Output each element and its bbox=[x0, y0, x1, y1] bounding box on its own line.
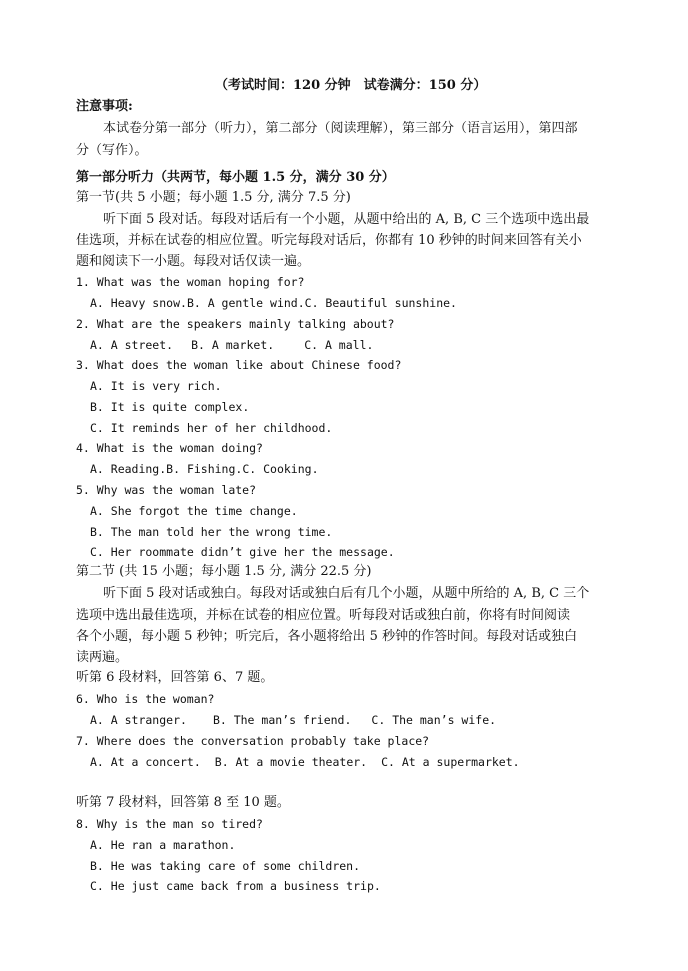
section1-instructions-line1: 听下面 5 段对话。每段对话后有一个小题，从题中给出的 A, B, C 三个选项中选出最 bbox=[103, 212, 590, 227]
question-5-option-c: C. Her roommate didn’t give her the message. bbox=[90, 545, 395, 559]
question-3-option-b: B. It is quite complex. bbox=[90, 400, 250, 414]
section2-instructions-line3: 各个小题，每小题 5 秒钟；听完后，各小题将给出 5 秒钟的作答时间。每段对话或独白 bbox=[76, 629, 578, 644]
question-8-option-a: A. He ran a marathon. bbox=[90, 838, 236, 852]
option-b: B. The man’s friend. bbox=[212, 713, 352, 727]
question-4: 4. What is the woman doing? bbox=[76, 441, 263, 455]
question-3: 3. What does the woman like about Chinese food? bbox=[76, 358, 402, 372]
question-5: 5. Why was the woman late? bbox=[76, 483, 257, 497]
question-7: 7. Where does the conversation probably take place? bbox=[76, 734, 430, 748]
option-a: A. Reading. bbox=[90, 462, 167, 476]
question-3-option-c: C. It reminds her of her childhood. bbox=[90, 421, 333, 435]
option-c: C. A mall. bbox=[304, 338, 374, 352]
section2-instructions-line2: 选项中选出最佳选项，并标在试卷的相应位置。听每段对话或独白前，你将有时间阅读 bbox=[76, 608, 571, 623]
question-3-option-a: A. It is very rich. bbox=[90, 379, 222, 393]
exam-header: （考试时间：120 分钟 试卷满分：150 分） bbox=[215, 78, 487, 93]
notice-text-line2: 分（写作）。 bbox=[76, 143, 148, 158]
section1-heading: 第一节(共 5 小题；每小题 1.5 分, 满分 7.5 分) bbox=[76, 190, 351, 205]
material-6-heading: 听第 6 段材料，回答第 6、7 题。 bbox=[76, 670, 274, 685]
option-c: C. At a supermarket. bbox=[381, 755, 520, 769]
section2-instructions-line1: 听下面 5 段对话或独白。每段对话或独白后有几个小题，从题中所给的 A, B, C 三个 bbox=[103, 586, 590, 601]
option-c: C. The man’s wife. bbox=[371, 713, 497, 727]
question-2-options bbox=[90, 335, 373, 355]
option-a: A. At a concert. bbox=[90, 755, 201, 769]
section2-instructions-line4: 读两遍。 bbox=[76, 650, 129, 665]
option-b: B. At a movie theater. bbox=[214, 755, 368, 769]
option-b: B. A gentle wind. bbox=[186, 296, 305, 310]
option-b: B. A market. bbox=[191, 338, 275, 352]
question-1: 1. What was the woman hoping for? bbox=[76, 275, 305, 289]
option-c: C. Cooking. bbox=[242, 462, 319, 476]
option-a: A. A stranger. bbox=[90, 713, 187, 727]
question-4-options bbox=[90, 459, 319, 479]
section1-instructions-line2: 佳选项，并标在试卷的相应位置。听完每段对话后，你都有 10 秒钟的时间来回答有关小 bbox=[76, 233, 582, 248]
notice-text-line1: 本试卷分第一部分（听力），第二部分（阅读理解），第三部分（语言运用），第四部 bbox=[103, 121, 578, 136]
question-6: 6. Who is the woman? bbox=[76, 692, 215, 706]
question-7-options bbox=[90, 752, 520, 772]
option-a: A. Heavy snow. bbox=[90, 296, 187, 310]
material-7-heading: 听第 7 段材料，回答第 8 至 10 题。 bbox=[76, 795, 290, 810]
question-2: 2. What are the speakers mainly talking about? bbox=[76, 317, 395, 331]
section1-instructions-line3: 题和阅读下一小题。每段对话仅读一遍。 bbox=[76, 254, 311, 269]
question-8-option-b: B. He was taking care of some children. bbox=[90, 859, 361, 873]
question-5-option-b: B. The man told her the wrong time. bbox=[90, 525, 333, 539]
section2-heading: 第二节 (共 15 小题；每小题 1.5 分, 满分 22.5 分) bbox=[76, 564, 372, 579]
part1-heading: 第一部分听力（共两节，每小题 1.5 分，满分 30 分） bbox=[76, 170, 395, 185]
option-a: A. A street. bbox=[90, 338, 174, 352]
question-8-option-c: C. He just came back from a business trip. bbox=[90, 879, 381, 893]
question-1-options bbox=[90, 293, 457, 313]
option-b: B. Fishing. bbox=[166, 462, 243, 476]
notice-heading: 注意事项: bbox=[76, 99, 133, 114]
question-6-options bbox=[90, 710, 496, 730]
question-5-option-a: A. She forgot the time change. bbox=[90, 504, 298, 518]
question-8: 8. Why is the man so tired? bbox=[76, 817, 263, 831]
option-c: C. Beautiful sunshine. bbox=[304, 296, 457, 310]
